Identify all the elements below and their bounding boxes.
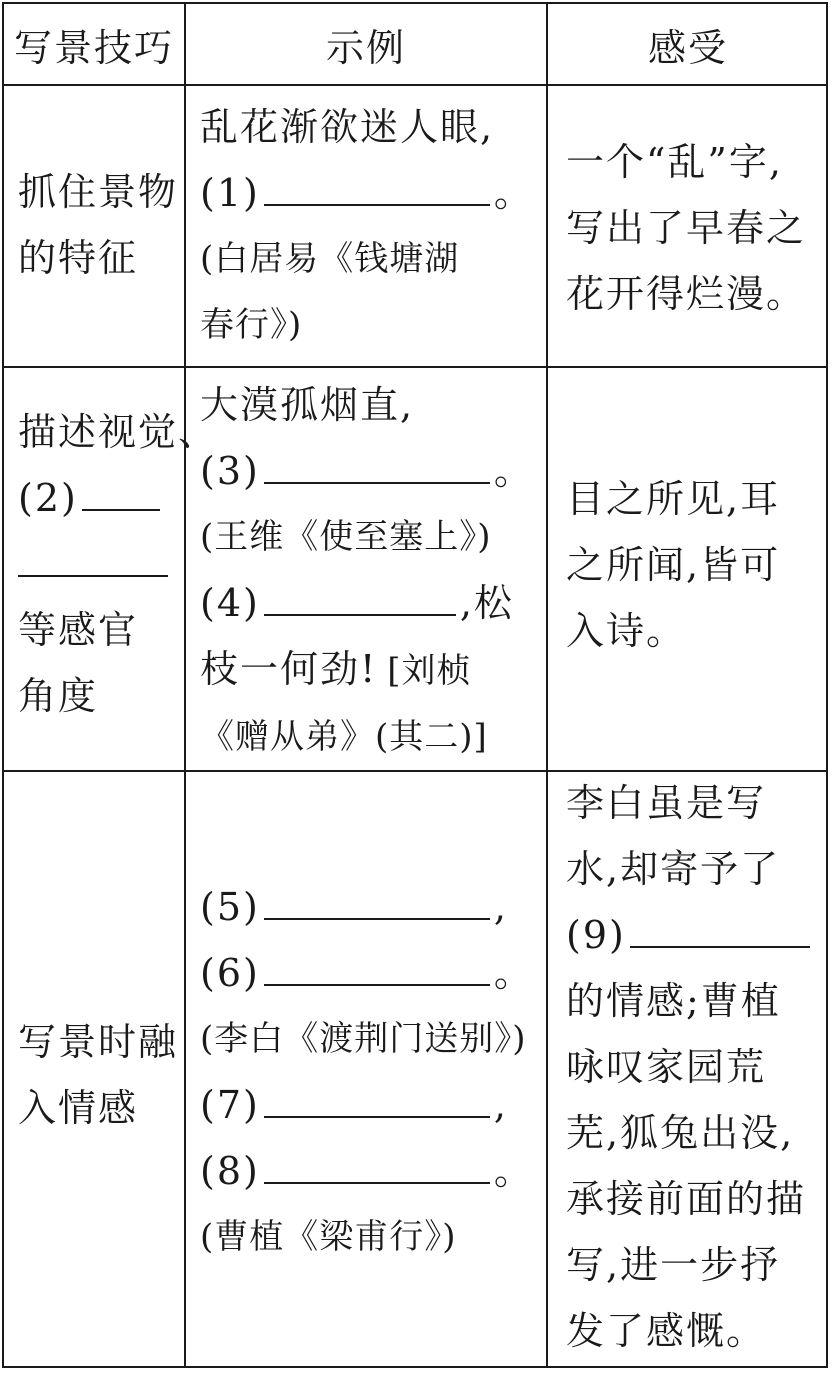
row1-feeling: 一个“乱”字, 写出了早春之 花开得烂漫。 xyxy=(566,140,807,316)
fill-blank-1[interactable] xyxy=(264,164,490,206)
header-technique: 写景技巧 xyxy=(13,25,174,70)
fill-blank-2-continued[interactable] xyxy=(18,535,168,577)
row1-example: 乱花渐欲迷人眼, (1) 。 (白居易《钱塘湖 春行》) xyxy=(200,105,534,345)
row3-example: (5) , (6) 。 (李白《渡荆门送别》) (7) , (8) 。 (曹植《梁甫行》) xyxy=(186,874,546,1270)
row1-technique: 抓住景物 的特征 xyxy=(18,170,179,280)
row-divider xyxy=(4,366,826,368)
fill-blank-8[interactable] xyxy=(264,1142,490,1184)
row3-feeling: 李白虽是写 水,却寄予了 (9) 的情感;曹植 咏叹家园荒 芜,狐兔出没, 承接前面的描 写,进一步抒 发了感慨。 xyxy=(548,770,828,1364)
fill-blank-2[interactable] xyxy=(82,469,160,511)
header-feeling: 感受 xyxy=(647,25,728,70)
fill-blank-7[interactable] xyxy=(264,1076,490,1118)
row3-technique: 写景时融 入情感 xyxy=(18,1020,179,1130)
row2-technique: 描述视觉、 (2) 等感官 角度 xyxy=(18,410,219,718)
fill-blank-9[interactable] xyxy=(630,906,810,948)
header-example: 示例 xyxy=(325,25,406,70)
row2-feeling: 目之所见,耳 之所闻,皆可 入诗。 xyxy=(566,477,781,653)
fill-blank-5[interactable] xyxy=(264,878,490,920)
row2-example: 大漠孤烟直, (3) 。 (王维《使至塞上》) (4) ,松 枝一何劲! [刘桢 《赠从弟》(其二)] xyxy=(200,383,534,757)
writing-techniques-table xyxy=(2,2,828,1368)
fill-blank-3[interactable] xyxy=(264,442,490,484)
fill-blank-4[interactable] xyxy=(264,574,456,616)
row-divider xyxy=(4,84,826,86)
fill-blank-6[interactable] xyxy=(264,944,490,986)
